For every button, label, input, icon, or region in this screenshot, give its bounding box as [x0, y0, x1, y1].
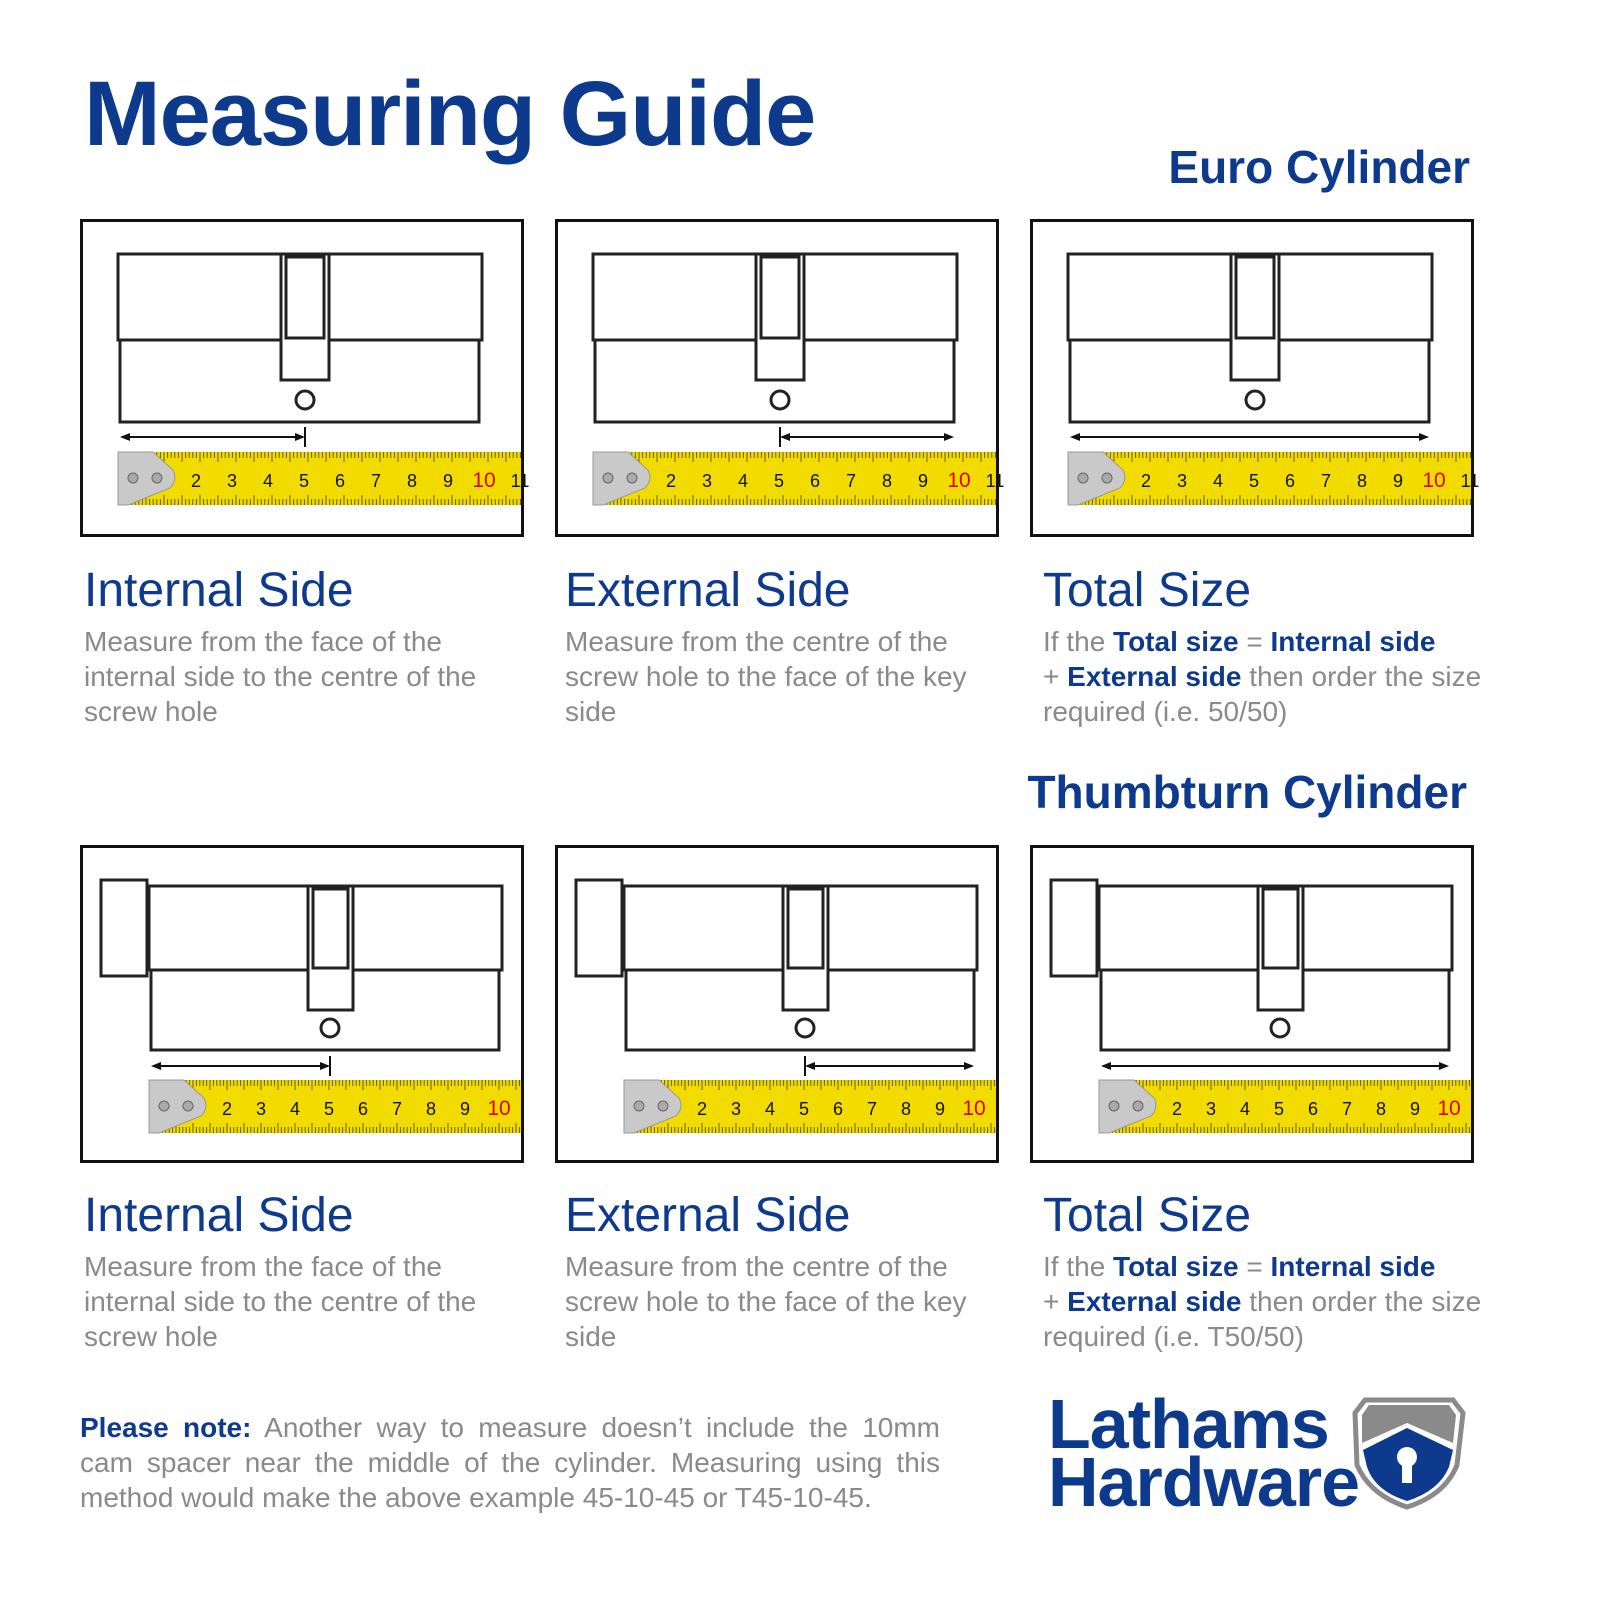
caption-heading: External Side — [565, 1189, 851, 1242]
tape-number: 4 — [764, 1099, 776, 1119]
tape-measure — [1068, 452, 1471, 505]
arrowhead — [151, 1062, 161, 1070]
plug-right — [329, 254, 482, 340]
euro-internal-caption — [84, 563, 524, 729]
plug-right — [1303, 886, 1452, 970]
tape-number: 8 — [406, 471, 418, 491]
tape-number: 8 — [425, 1099, 437, 1119]
tape-number: 11 — [510, 471, 530, 491]
tape-number: 4 — [289, 1099, 301, 1119]
arrowhead — [944, 433, 954, 441]
cylinder-diagram — [1033, 848, 1471, 1160]
tape-number: 6 — [832, 1099, 844, 1119]
cylinder-diagram — [83, 848, 521, 1160]
rivet — [1078, 473, 1088, 483]
tape-number: 10 — [1437, 1097, 1461, 1120]
tape-number: 5 — [323, 1099, 335, 1119]
thumbturn-rect — [1051, 880, 1097, 976]
cam-slot — [756, 254, 804, 380]
tape-number: 9 — [442, 471, 454, 491]
thumbturn-total-caption — [1043, 1188, 1483, 1354]
tape-number: 3 — [730, 1099, 742, 1119]
euro-total-diagram — [1030, 219, 1480, 537]
caption-text: If the Total size = Internal side + External side then order the size required (i.e. T50/50) — [1043, 1251, 1482, 1352]
tape-number: 2 — [665, 471, 677, 491]
plug-right — [353, 886, 502, 970]
plug-right — [1279, 254, 1432, 340]
tape-number: 6 — [357, 1099, 369, 1119]
tape-number: 5 — [298, 471, 310, 491]
screw-hole — [796, 1019, 814, 1037]
arrowhead — [780, 433, 790, 441]
tape-number: 4 — [737, 471, 749, 491]
tape-number: 6 — [334, 471, 346, 491]
arrowhead — [1439, 1062, 1449, 1070]
tape-number: 10 — [1422, 469, 1446, 492]
cylinder-diagram — [558, 848, 996, 1160]
plug-left — [593, 254, 756, 340]
plug-right — [804, 254, 957, 340]
arrowhead — [1419, 433, 1429, 441]
arrowhead — [295, 433, 305, 441]
arrowhead — [1070, 433, 1080, 441]
tape-number: 5 — [1248, 471, 1260, 491]
cam-slot — [783, 886, 828, 1010]
logo-line2: Hardware — [1048, 1443, 1360, 1521]
tape-number: 7 — [391, 1099, 403, 1119]
note-text: Another way to measure doesn’t include the 10mm cam spacer near the middle of the cylinder. Measuring using this method would make the above example 45-10-45 or T45-10-45. — [80, 1412, 941, 1513]
lathams-hardware-logo — [1048, 1385, 1360, 1521]
thumbturn-cylinder-heading: Thumbturn Cylinder — [1027, 766, 1467, 818]
note-label: Please note: — [80, 1412, 252, 1443]
tape-number: 8 — [1356, 471, 1368, 491]
cam-slot — [1231, 254, 1279, 380]
logo-line1: Lathams — [1048, 1385, 1329, 1463]
tape-number: 10 — [487, 1097, 511, 1120]
rivet — [658, 1101, 668, 1111]
tape-number: 11 — [985, 471, 1005, 491]
caption-text: Measure from the face of the internal side to the centre of the screw hole — [84, 1251, 477, 1352]
tape-number: 7 — [866, 1099, 878, 1119]
tape-number: 3 — [1205, 1099, 1217, 1119]
tape-measure — [118, 452, 521, 505]
rivet — [128, 473, 138, 483]
tape-number: 3 — [1176, 471, 1188, 491]
tape-number: 9 — [934, 1099, 946, 1119]
rivet — [1109, 1101, 1119, 1111]
rivet — [152, 473, 162, 483]
arrowhead — [1101, 1062, 1111, 1070]
cylinder-diagram — [1033, 222, 1480, 534]
euro-internal-diagram — [80, 219, 530, 537]
rivet — [183, 1101, 193, 1111]
tape-number: 10 — [947, 469, 971, 492]
rivet — [634, 1101, 644, 1111]
tape-number: 2 — [1140, 471, 1152, 491]
screw-hole — [1246, 391, 1264, 409]
caption-heading: Total Size — [1043, 1189, 1252, 1242]
tape-number: 9 — [1392, 471, 1404, 491]
screw-hole — [321, 1019, 339, 1037]
cam-slot — [308, 886, 353, 1010]
tape-measure — [593, 452, 996, 505]
tape-number: 4 — [262, 471, 274, 491]
arrowhead — [964, 1062, 974, 1070]
tape-number: 10 — [472, 469, 496, 492]
cam-slot — [1258, 886, 1303, 1010]
euro-total-caption — [1043, 563, 1483, 729]
tape-number: 2 — [190, 471, 202, 491]
tape-number: 9 — [917, 471, 929, 491]
plug-left — [1068, 254, 1231, 340]
thumbturn-external-caption — [565, 1188, 1005, 1354]
plug-left — [118, 254, 281, 340]
rivet — [627, 473, 637, 483]
cylinder-diagram — [83, 222, 530, 534]
tape-number: 8 — [881, 471, 893, 491]
plug-left — [1099, 886, 1258, 970]
tape-number: 5 — [1273, 1099, 1285, 1119]
screw-hole — [771, 391, 789, 409]
thumbturn-rect — [101, 880, 147, 976]
tape-number: 3 — [226, 471, 238, 491]
tape-number: 4 — [1212, 471, 1224, 491]
tape-number: 3 — [255, 1099, 267, 1119]
plug-left — [149, 886, 308, 970]
tape-number: 8 — [1375, 1099, 1387, 1119]
caption-text: Measure from the centre of the screw hole to the face of the key side — [565, 1251, 967, 1352]
plug-right — [828, 886, 977, 970]
thumbturn-internal-caption — [84, 1188, 524, 1354]
tape-number: 6 — [1307, 1099, 1319, 1119]
tape-number: 7 — [1341, 1099, 1353, 1119]
shield-keyhole-icon — [1345, 1395, 1470, 1510]
tape-number: 5 — [773, 471, 785, 491]
caption-heading: Internal Side — [84, 564, 354, 617]
rivet — [603, 473, 613, 483]
tape-number: 4 — [1239, 1099, 1251, 1119]
arrowhead — [805, 1062, 815, 1070]
tape-number: 6 — [809, 471, 821, 491]
caption-text: Measure from the centre of the screw hole to the face of the key side — [565, 626, 967, 727]
thumbturn-total-diagram — [1030, 845, 1474, 1163]
tape-number: 7 — [845, 471, 857, 491]
arrowhead — [320, 1062, 330, 1070]
please-note — [80, 1410, 940, 1515]
thumbturn-internal-diagram — [80, 845, 524, 1163]
tape-number: 2 — [221, 1099, 233, 1119]
euro-external-caption — [565, 563, 1005, 729]
caption-text: Measure from the face of the internal side to the centre of the screw hole — [84, 626, 477, 727]
tape-number: 9 — [459, 1099, 471, 1119]
rivet — [159, 1101, 169, 1111]
plug-left — [624, 886, 783, 970]
cam-slot — [281, 254, 329, 380]
tape-number: 2 — [696, 1099, 708, 1119]
caption-heading: External Side — [565, 564, 851, 617]
rivet — [1102, 473, 1112, 483]
tape-number: 5 — [798, 1099, 810, 1119]
caption-heading: Internal Side — [84, 1189, 354, 1242]
cylinder-diagram — [558, 222, 1005, 534]
tape-number: 9 — [1409, 1099, 1421, 1119]
euro-cylinder-heading: Euro Cylinder — [1168, 141, 1470, 193]
tape-number: 10 — [962, 1097, 986, 1120]
tape-number: 7 — [370, 471, 382, 491]
caption-text: If the Total size = Internal side + External side then order the size required (i.e. 50/50) — [1043, 626, 1482, 727]
thumbturn-rect — [576, 880, 622, 976]
tape-number: 3 — [701, 471, 713, 491]
screw-hole — [1271, 1019, 1289, 1037]
tape-number: 6 — [1284, 471, 1296, 491]
page-title: Measuring Guide — [84, 63, 816, 165]
arrowhead — [120, 433, 130, 441]
rivet — [1133, 1101, 1143, 1111]
thumbturn-external-diagram — [555, 845, 999, 1163]
tape-number: 2 — [1171, 1099, 1183, 1119]
screw-hole — [296, 391, 314, 409]
tape-number: 11 — [1460, 471, 1480, 491]
caption-heading: Total Size — [1043, 564, 1252, 617]
tape-number: 8 — [900, 1099, 912, 1119]
tape-number: 7 — [1320, 471, 1332, 491]
euro-external-diagram — [555, 219, 1005, 537]
